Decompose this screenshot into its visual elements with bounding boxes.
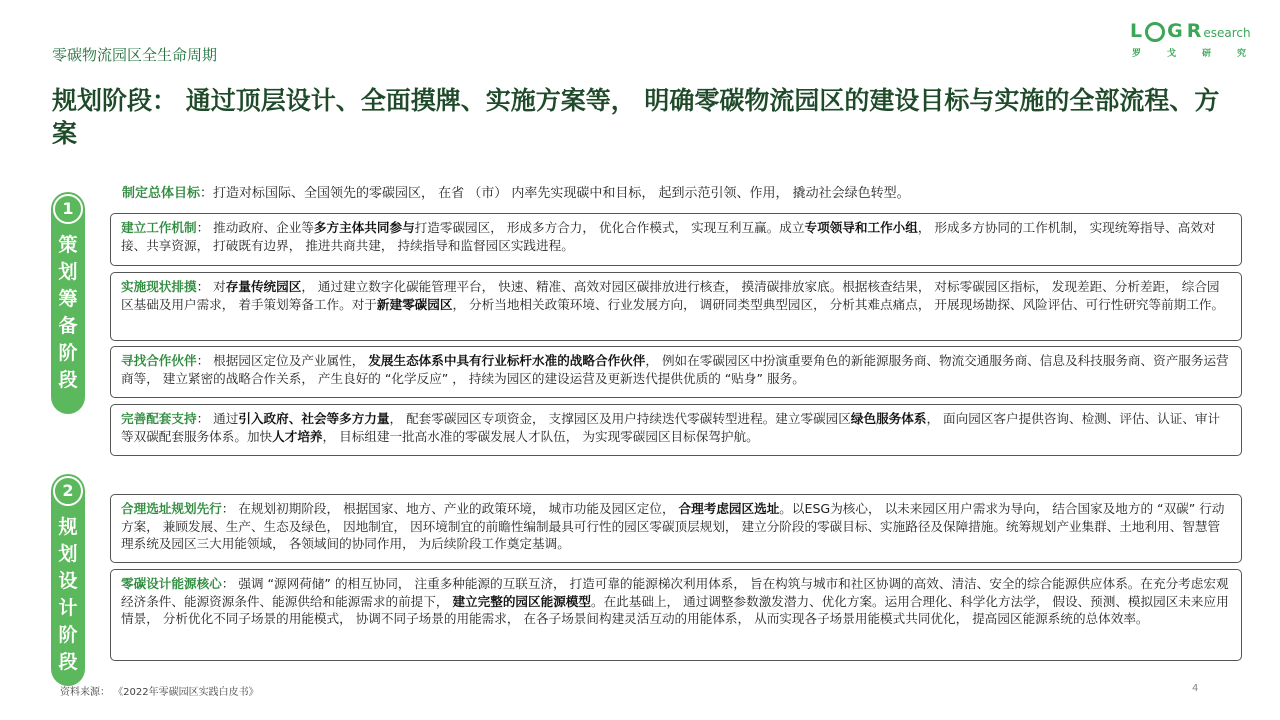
- overall-goal: [122, 182, 910, 201]
- box-text: ， 通过建立数字化碳能管理平台， 快速、精准、高效对园区碳排放进行核查， 摸清碳排放家底。根据核查结果， 对标零碳园区指标， 发现差距、分析差距， 综合园区基础及用户需求， 着手策划筹备工作。对于: [121, 279, 1220, 312]
- box-heading: 合理选址规划先行: [121, 501, 222, 516]
- logo-research: esearch: [1203, 26, 1251, 40]
- box-emphasis: 合理考虑园区选址: [678, 501, 780, 516]
- source-note: 资料来源： 《2022年零碳园区实践白皮书》: [60, 687, 259, 698]
- logo-cn-char: 罗: [1132, 49, 1142, 59]
- logo-cn-char: 究: [1236, 49, 1246, 59]
- box-heading: 完善配套支持: [121, 411, 197, 426]
- logo-letter-r: R: [1186, 20, 1203, 42]
- box-heading: 寻找合作伙伴: [121, 353, 197, 368]
- logo-brand: [1130, 20, 1260, 42]
- box-text: ， 例如在零碳园区中扮演重要角色的新能源服务商、物流交通服务商、信息及科技服务商、资产服务运营商等， 建立紧密的战略合作关系， 产生良好的 “化学反应” ， 持续为园区的建设运营及更新迭代提供优质的 “贴身” 服务。: [121, 353, 1229, 386]
- logo-ring-icon: [1145, 22, 1165, 42]
- box-text: ： 推动政府、企业等: [196, 220, 314, 235]
- page-title: 规划阶段： 通过顶层设计、全面摸牌、实施方案等， 明确零碳物流园区的建设目标与实施的全部流程、方案: [52, 86, 1220, 148]
- stage-char: 备: [58, 315, 78, 337]
- logo-cn-char: 研: [1201, 49, 1211, 59]
- logo-letter-g: G: [1167, 20, 1184, 42]
- stage-2-number: 2: [53, 476, 83, 506]
- logo-cn: [1130, 46, 1248, 59]
- stage-char: 段: [58, 369, 78, 391]
- box-emphasis: 发展生态体系中具有行业标杆水准的战略合作伙伴: [368, 353, 646, 368]
- stage-2-pill: [51, 474, 85, 686]
- stage-char: 阶: [58, 624, 78, 646]
- box-emphasis: 存量传统园区: [225, 279, 302, 294]
- stage-1-pill: [51, 192, 85, 414]
- stage-char: 划: [58, 261, 78, 283]
- box-emphasis: 新建零碳园区: [376, 296, 453, 312]
- topic-label: 零碳物流园区全生命周期: [52, 46, 218, 64]
- box-heading: 零碳设计能源核心: [121, 576, 222, 591]
- box-text: ： 强调 “源网荷储” 的相互协同， 注重多种能源的互联互济， 打造可靠的能源梯次利用体系， 旨在构筑与城市和社区协调的高效、清洁、安全的综合能源供应体系。在充分考虑宏观经济条件、能源资源条件、能源供给和能源需求的前提下，: [121, 576, 1229, 609]
- stage1-box-support: [110, 404, 1242, 456]
- overall-goal-label: 制定总体目标: [122, 186, 201, 201]
- stage2-box-site-planning: [110, 494, 1242, 563]
- stage-char: 筹: [58, 288, 78, 310]
- logo-cn-char: 戈: [1166, 49, 1176, 59]
- box-text: ， 配套零碳园区专项资金， 支撑园区及用户持续迭代零碳转型进程。建立零碳园区: [389, 411, 851, 426]
- stage-char: 阶: [58, 342, 78, 364]
- box-emphasis: 专项领导和工作小组: [804, 220, 918, 235]
- box-text: ， 面向园区客户提供咨询、检测、评估、认证、审计等双碳配套服务体系。加快: [121, 411, 1221, 444]
- box-text: ： 在规划初期阶段， 根据国家、地方、产业的政策环境， 城市功能及园区定位，: [221, 501, 679, 516]
- box-emphasis: 多方主体共同参与: [313, 220, 415, 235]
- box-text: ， 分析当地相关政策环境、行业发展方向， 调研同类型典型园区， 分析其难点痛点， 开展现场勘探、风险评估、可行性研究等前期工作。: [452, 296, 1225, 312]
- stage1-box-partners: [110, 346, 1242, 398]
- box-text: ： 通过: [196, 411, 239, 426]
- stage-char: 划: [58, 543, 78, 565]
- box-text: ， 目标组建一批高水准的零碳发展人才队伍， 为实现零碳园区目标保驾护航。: [322, 428, 759, 444]
- box-emphasis: 绿色服务体系: [850, 411, 927, 426]
- page-number: 4: [1192, 683, 1199, 694]
- stage2-box-energy-core: [110, 569, 1242, 661]
- box-emphasis: 建立完整的园区能源模型: [452, 593, 591, 609]
- logo-letter-l: L: [1130, 20, 1144, 42]
- box-text: ： 根据园区定位及产业属性，: [196, 353, 369, 368]
- overall-goal-text: ：打造对标国际、全国领先的零碳园区， 在省 （市） 内率先实现碳中和目标， 起到示范引领、作用， 撬动社会绿色转型。: [200, 186, 910, 201]
- box-text: 。以ESG为核心， 以未来园区用户需求为导向， 结合国家及地方的 “双碳” 行动方案， 兼顾发展、生产、生态及绿色， 因地制宜， 因环境制宜的前瞻性编制最具可行性的园区零碳顶层规划， 建立分阶段的零碳目标、实施路径及保障措施。统筹规划产业集群、土地利用、智慧管理系统及园区三大用能领域， 各领域间的协同作用， 为后续阶段工作奠定基调。: [121, 501, 1225, 551]
- logo: [1130, 20, 1260, 70]
- stage-char: 设: [58, 570, 78, 592]
- stage1-box-status-survey: [110, 272, 1242, 341]
- box-text: 打造零碳园区， 形成多方合力， 优化合作模式， 实现互利互赢。成立: [414, 220, 805, 235]
- box-emphasis: 引入政府、社会等多方力量: [238, 411, 390, 426]
- box-text: ， 形成多方协同的工作机制， 实现统筹指导、高效对接、共享资源， 打破既有边界， 推进共商共建， 持续指导和监督园区实践进程。: [121, 220, 1216, 253]
- box-text: ： 对: [196, 279, 226, 294]
- stage-char: 计: [58, 597, 78, 619]
- box-emphasis: 人才培养: [272, 428, 323, 444]
- stage-char: 策: [58, 234, 78, 256]
- box-text: 。在此基础上， 通过调整参数激发潜力、优化方案。运用合理化、科学化方法学， 假设、预测、模拟园区未来应用情景， 分析优化不同子场景的用能模式， 协调不同子场景的用能需求， 在各子场景间构建灵活互动的用能体系， 从而实现各子场景用能模式共同优化， 提高园区能源系统的总体效率。: [121, 593, 1229, 626]
- stage1-box-work-mechanism: [110, 213, 1242, 266]
- box-heading: 实施现状排摸: [121, 279, 197, 294]
- stage-1-number: 1: [53, 194, 83, 224]
- stage-char: 规: [58, 516, 78, 538]
- stage-char: 段: [58, 651, 78, 673]
- box-heading: 建立工作机制: [121, 220, 197, 235]
